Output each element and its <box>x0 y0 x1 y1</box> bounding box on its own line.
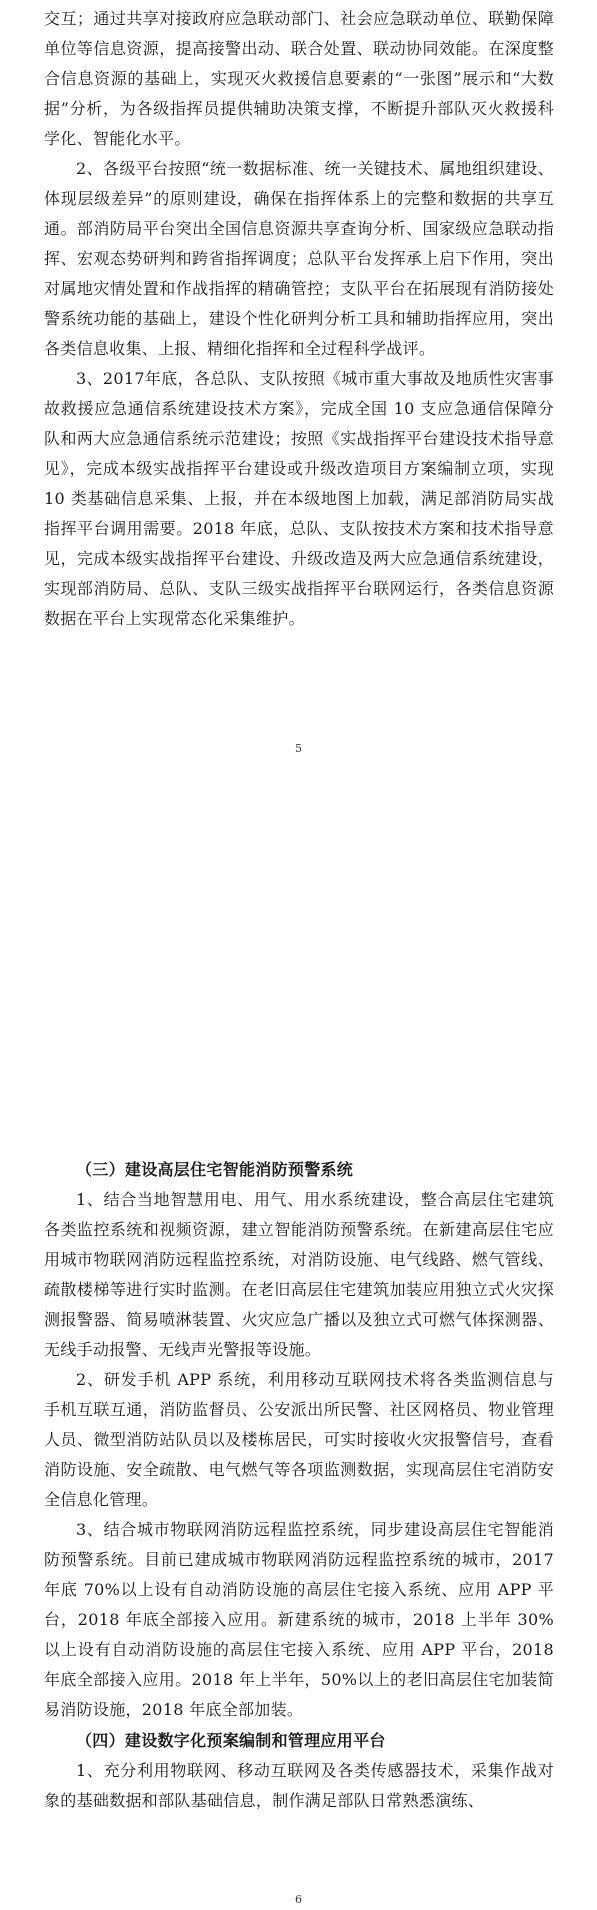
paragraph-warning-system: 1、结合当地智慧用电、用气、用水系统建设，整合高层住宅建筑各类监控系统和视频资源，建立智能消防预警系统。在新建高层住宅应用城市物联网消防远程监控系统，对消防设施、电气线路、燃气管线、疏散楼梯等进行实时监测。在老旧高层住宅建筑加装应用独立式火灾探测报警器、简易喷淋装置、火灾应急广播以及独立式可燃气体探测器、无线手动报警、无线声光警报等设施。 <box>44 1190 554 1359</box>
page-number: 5 <box>295 742 302 755</box>
section-heading-3: （三）建设高层住宅智能消防预警系统 <box>76 1160 354 1179</box>
paragraph-mobile-app: 2、研发手机 APP 系统，利用移动互联网技术将各类监测信息与手机互联互通，消防监督员、公安派出所民警、社区网格员、物业管理人员、微型消防站队员以及楼栋居民，可实时接收火灾报警信号，查看消防设施、安全疏散、电气燃气等各项监测数据，实现高层住宅消防安全信息化管理。 <box>44 1370 554 1509</box>
paragraph-platform-principles: 2、各级平台按照“统一数据标准、统一关键技术、属地组织建设、体现层级差异”的原则建设，确保在指挥体系上的完整和数据的共享互通。部消防局平台突出全国信息资源共享查询分析、国家级应急联动指挥、宏观态势研判和跨省指挥调度；总队平台发挥承上启下作用，突出对属地灾情处置和作战指挥的精确管控；支队平台在拓展现有消防接处警系统功能的基础上，建设个性化研判分析工具和辅助指挥应用，突出各类信息收集、上报、精细化指挥和全过程科学战评。 <box>44 159 554 358</box>
paragraph-digital-plan: 1、充分利用物联网、移动互联网及各类传感器技术，采集作战对象的基础数据和部队基础信息，制作满足部队日常熟悉演练、 <box>44 1761 554 1810</box>
paragraph-2017-schedule: 3、2017年底，各总队、支队按照《城市重大事故及地质性灾害事故救援应急通信系统建设技术方案》，完成全国 10 支应急通信保障分队和两大应急通信系统示范建设；按照《实战指挥平台建设技术指导意见》，完成本级实战指挥平台建设或升级改造项目方案编制立项，实现 10 类基础信息采集、上报，并在本级地图上加载，满足部消防局实战指挥平台调用需要。2018 年底，总队、支队按技术方案和技术指导意见，完成本级实战指挥平台建设、升级改造及两大应急通信系统建设，实现部消防局、总队、支队三级实战指挥平台联网运行，各类信息资源数据在平台上实现常态化采集维护。 <box>44 369 554 628</box>
page-number: 6 <box>295 1893 302 1906</box>
document-page-6 <box>0 950 597 1910</box>
page-body <box>44 4 554 634</box>
paragraph-interaction: 交互；通过共享对接政府应急联动部门、社会应急联动单位、联勤保障单位等信息资源，提高接警出动、联合处置、联动协同效能。在深度整合信息资源的基础上，实现灭火救援信息要素的“一张图”展示和“大数据”分析，为各级指挥员提供辅助决策支撑，不断提升部队灭火救援科学化、智能化水平。 <box>44 9 554 148</box>
page-body <box>44 1154 554 1816</box>
paragraph-iot-monitoring: 3、结合城市物联网消防远程监控系统，同步建设高层住宅智能消防预警系统。目前已建成城市物联网消防远程监控系统的城市，2017 年底 70%以上设有自动消防设施的高层住宅接入系统、应用 APP 平台，2018 年底全部接入应用。新建系统的城市，2018 上半年 30%以上设有自动消防设施的高层住宅接入系统、应用 APP 平台，2018 年底全部接入应用。2018 年上半年，50%以上的老旧高层住宅加装简易消防设施，2018 年底全部加装。 <box>44 1520 554 1719</box>
document-page-5 <box>0 0 597 950</box>
section-heading-4: （四）建设数字化预案编制和管理应用平台 <box>76 1731 386 1750</box>
